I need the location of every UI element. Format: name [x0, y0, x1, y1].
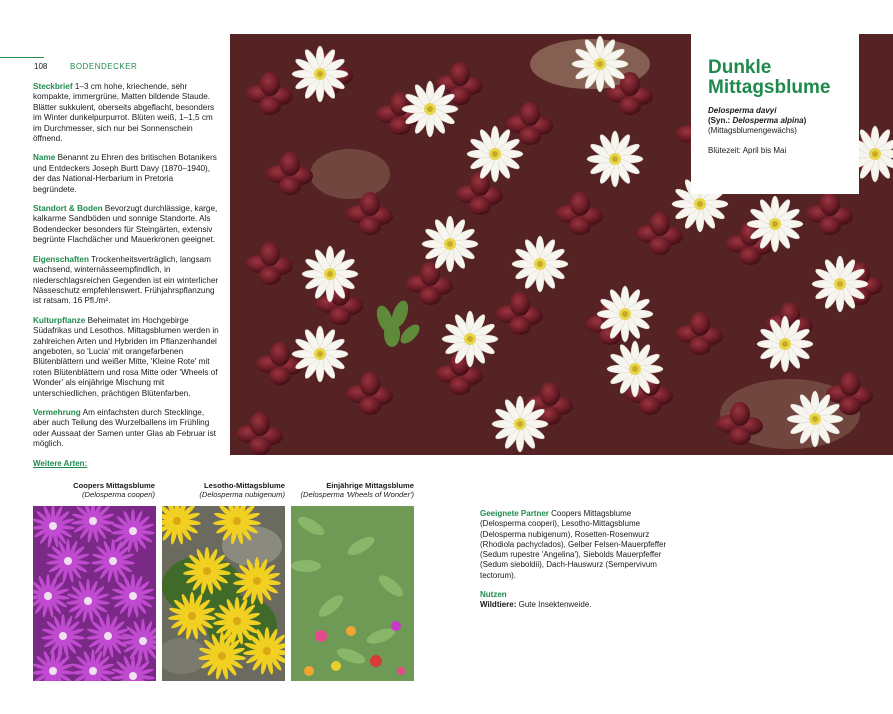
bloom-time: Blütezeit: April bis Mai	[708, 146, 787, 155]
synonym: (Syn.: Delosperma alpina)	[708, 116, 807, 125]
page-number: 108	[34, 62, 48, 71]
caption-lesotho: Lesotho-Mittagsblume (Delosperma nubigenum)	[199, 481, 285, 499]
paragraph-standort: Standort & Boden Bevorzugt durchlässige, karge, kalkarme Sandböden und sonnige Standorte. Als Bodendecker besonders für Steingärten, extensiv begrünte Flachdächer und Mauerkronen geeignet.	[33, 204, 218, 245]
species-info	[708, 106, 859, 136]
paragraph-nutzen: Nutzen Wildtiere: Gute Insektenweide.	[480, 590, 592, 610]
left-column	[33, 82, 219, 459]
page-title: Dunkle Mittagsblume	[708, 57, 831, 98]
caption-einjaehrige: Einjährige Mittagsblume (Delosperma 'Wheels of Wonder')	[300, 481, 414, 499]
family-name: (Mittagsblumengewächs)	[708, 126, 797, 135]
paragraph-steckbrief: Steckbrief 1–3 cm hohe, kriechende, sehr kompakte, immergrüne, Matten bildende Staude. Blätter sukkulent, oberseits abgeflacht, besonders im Winter dunkelpurpurrot. Blüten weiß, 1–1,5 cm im Durchmesser, sich nur bei Sonnenschein öffnend.	[33, 82, 215, 144]
paragraph-name: Name Benannt zu Ehren des britischen Botanikers und Entdeckers Joseph Burtt Davy (1870–1940), der das National-Herbarium in Pretoria begründete.	[33, 153, 217, 194]
right-column	[480, 509, 670, 620]
section-title: BODENDECKER	[70, 62, 138, 71]
paragraph-partner: Geeignete Partner Coopers Mittagsblume (Delosperma cooperi), Lesotho-Mittagsblume (Delosperma nubigenum), Rosetten-Rosenwurz (Rhodiola pachyclados), Gelber Felsen-Mauerpfeffer (Sedum rupestre 'Angelina'), Siebolds Mauerpfeffer (Sedum sieboldii), Dach-Hauswurz (Sempervivum tectorum).	[480, 509, 667, 580]
photo-coopers	[33, 506, 156, 681]
header-rule	[0, 57, 44, 58]
latin-name: Delosperma davyi	[708, 106, 777, 115]
photo-einjaehrige	[291, 506, 414, 681]
paragraph-eigenschaften: Eigenschaften Trockenheitsverträglich, langsam wachsend, winternässeempfindlich, in niederschlagsreichen Gegenden ist ein winterlicher Nässeschutz empfehlenswert. Frühjahrspflanzung ist ratsam. 16 Pfl./m².	[33, 254, 219, 306]
paragraph-vermehrung: Vermehrung Am einfachsten durch Stecklinge, aber auch Teilung des Wurzelballens im Frühling oder Aussaat der Samen unter Glas ab Februar ist möglich.	[33, 407, 216, 449]
caption-coopers: Coopers Mittagsblume (Delosperma cooperi)	[73, 481, 155, 499]
title-box	[691, 34, 859, 194]
paragraph-kulturpflanze: Kulturpflanze Beheimatet im Hochgebirge Südafrikas und Lesothos. Mittagsblumen werden in zahlreichen Arten und Hybriden im Pflanzenhandel angeboten, so 'Lucia' mit orangefarbenen Blütenblättern und weißer Mitte, 'Kleine Rote' mit roten Blütenblättern und rosa Mitte oder 'Wheels of Wonder' als einjährige Mischung mit unterschiedlichen, prächtigen Blütenfarben.	[33, 315, 219, 398]
weitere-arten-label: Weitere Arten:	[33, 459, 88, 468]
photo-lesotho	[162, 506, 285, 681]
